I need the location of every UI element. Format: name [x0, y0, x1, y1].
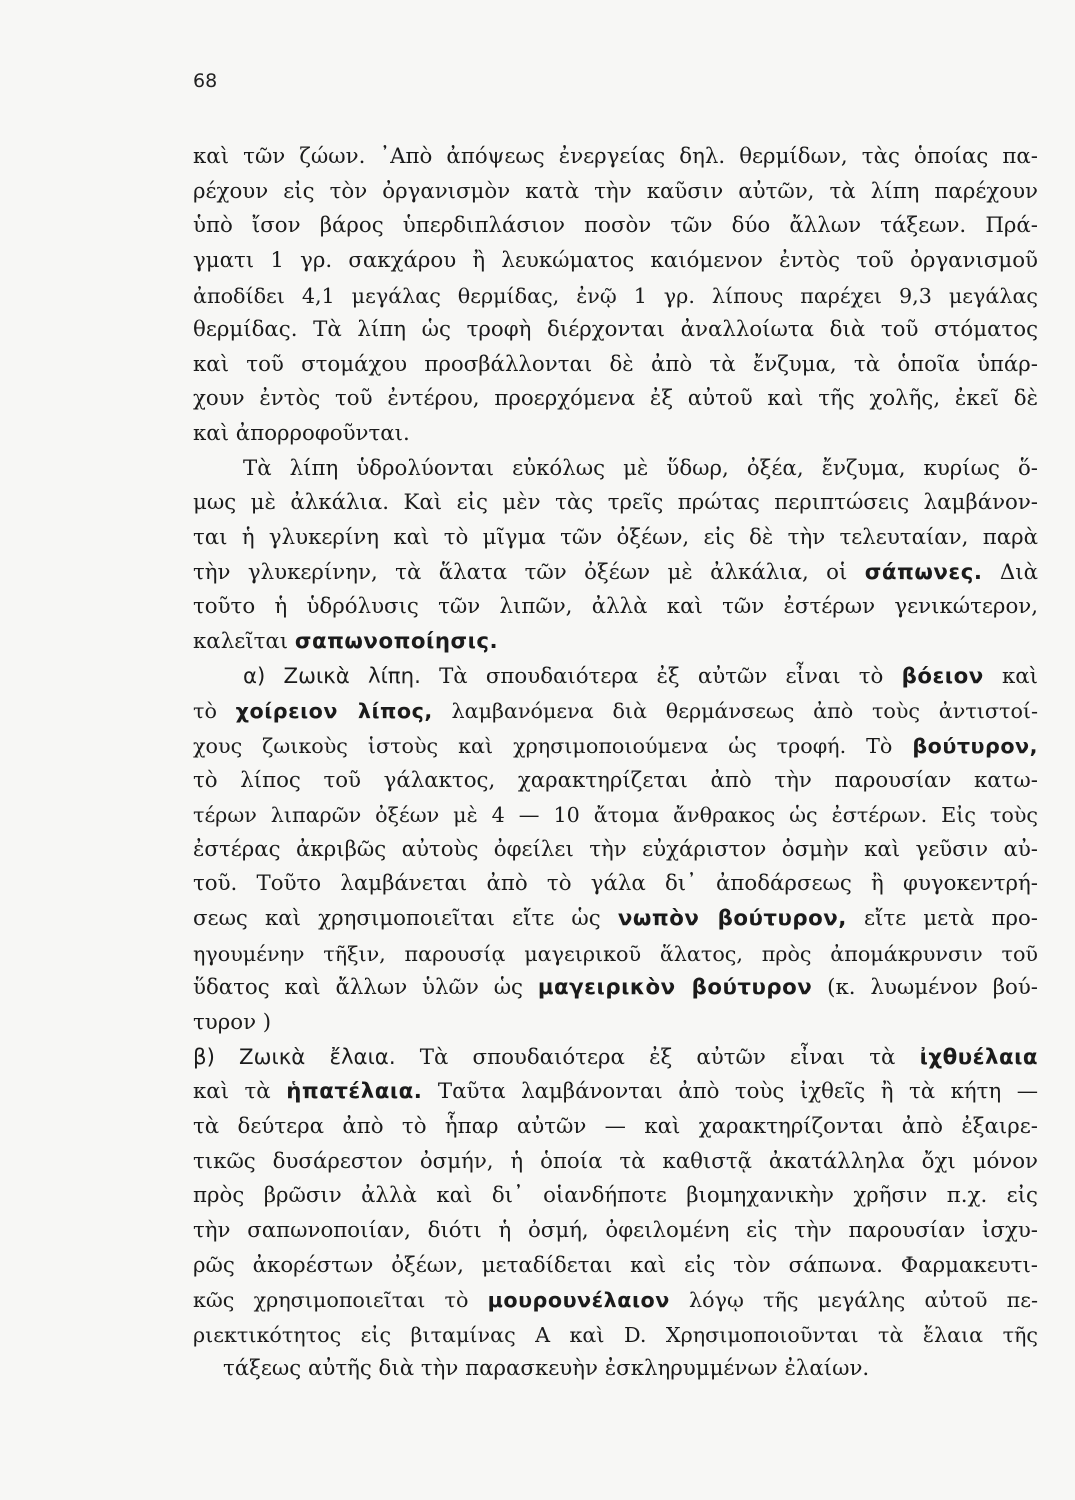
text-line: ρῶς ἀκορέστων ὀξέων, μεταδίδεται καὶ εἰς τὸν σάπωνα. Φαρμακευτι-: [193, 1252, 1038, 1278]
text-line: τὸ χοίρειον λίπος, λαμβανόμενα διὰ θερμάνσεως ἀπὸ τοὺς ἀντιστοί-: [193, 699, 1038, 724]
text-line: θερμίδας. Τὰ λίπη ὡς τροφὴ διέρχονται ἀναλλοίωτα διὰ τοῦ στόματος: [193, 317, 1038, 343]
text-line: ὕδατος καὶ ἄλλων ὑλῶν ὡς μαγειρικὸν βούτυρον (κ. λυωμένον βού-: [193, 975, 1038, 1001]
text-line: ὑπὸ ἴσον βάρος ὑπερδιπλάσιον ποσὸν τῶν δύο ἄλλων τάξεων. Πρά-: [193, 213, 1038, 239]
text-line: ἀποδίδει 4,1 μεγάλας θερμίδας, ἐνῷ 1 γρ. λίπους παρέχει 9,3 μεγάλας: [193, 283, 1038, 308]
term-bold: ἡπατέλαια.: [286, 1079, 423, 1105]
term-bold: ἰχθυέλαια: [919, 1044, 1038, 1070]
text-line: μως μὲ ἀλκάλια. Καὶ εἰς μὲν τὰς τρεῖς πρώτας περιπτώσεις λαμβάνον-: [193, 490, 1038, 516]
term-bold: χοίρειον λίπος,: [235, 699, 433, 724]
text-line: ται ἡ γλυκερίνη καὶ τὸ μῖγμα τῶν ὀξέων, εἰς δὲ τὴν τελευταίαν, παρὰ: [193, 525, 1038, 551]
text-line: καὶ τὰ ἡπατέλαια. Ταῦτα λαμβάνονται ἀπὸ τοὺς ἰχθεῖς ἢ τὰ κήτη —: [193, 1079, 1038, 1105]
term-bold: μαγειρικὸν βούτυρον: [537, 975, 813, 1001]
text-line: ριεκτικότητος εἰς βιταμίνας Α καὶ D. Χρησιμοποιοῦνται τὰ ἔλαια τῆς: [193, 1322, 1038, 1347]
term-bold: σάπωνες.: [864, 559, 983, 585]
text-line: καλεῖται σαπωνοποίησις.: [193, 628, 499, 654]
text-line: τὰ δεύτερα ἀπὸ τὸ ἧπαρ αὐτῶν — καὶ χαρακτηρίζονται ἀπὸ ἐξαιρε-: [193, 1113, 1038, 1139]
term-bold: βόειον: [901, 663, 984, 689]
section-heading: α) Ζωικὰ λίπη.: [243, 663, 421, 689]
text-line: β) Ζωικὰ ἔλαια. Τὰ σπουδαιότερα ἐξ αὐτῶν εἶναι τὰ ἰχθυέλαια: [193, 1044, 1038, 1070]
text-line: ρέχουν εἰς τὸν ὀργανισμὸν κατὰ τὴν καῦσιν αὐτῶν, τὰ λίπη παρέχουν: [193, 178, 1038, 204]
text-line: τὸ λίπος τοῦ γάλακτος, χαρακτηρίζεται ἀπὸ τὴν παρουσίαν κατω-: [193, 767, 1038, 793]
text-line: χους ζωικοὺς ἱστοὺς καὶ χρησιμοποιούμενα ὡς τροφή. Τὸ βούτυρον,: [193, 733, 1038, 758]
term-bold: βούτυρον,: [912, 733, 1038, 758]
text-line: πρὸς βρῶσιν ἀλλὰ καὶ δι᾿ οἱανδήποτε βιομηχανικὴν χρῆσιν π.χ. εἰς: [193, 1183, 1038, 1209]
text-line: α) Ζωικὰ λίπη. Τὰ σπουδαιότερα ἐξ αὐτῶν εἶναι τὸ βόειον καὶ: [243, 663, 1038, 689]
section-heading: β) Ζωικὰ ἔλαια.: [193, 1044, 396, 1070]
text-line: καὶ ἀπορροφοῦνται.: [193, 421, 410, 447]
text-line: τάξεως αὐτῆς διὰ τὴν παρασκευὴν ἐσκληρυμμένων ἐλαίων.: [223, 1356, 870, 1382]
text-line: καὶ τῶν ζώων. ᾿Απὸ ἀπόψεως ἐνεργείας δηλ. θερμίδων, τὰς ὁποίας πα-: [193, 144, 1038, 169]
text-line: καὶ τοῦ στομάχου προσβάλλονται δὲ ἀπὸ τὰ ἔνζυμα, τὰ ὁποῖα ὑπάρ-: [193, 351, 1038, 377]
term-bold: σαπωνοποίησις.: [294, 628, 499, 654]
text-line: τυρον ): [193, 1010, 272, 1036]
text-line: ηγουμένην τῆξιν, παρουσίᾳ μαγειρικοῦ ἅλατος, πρὸς ἀπομάκρυνσιν τοῦ: [193, 941, 1038, 966]
text-line: σεως καὶ χρησιμοποιεῖται εἴτε ὡς νωπὸν βούτυρον, εἴτε μετὰ προ-: [193, 906, 1038, 932]
term-bold: νωπὸν βούτυρον,: [617, 906, 847, 932]
page-number: 68: [193, 70, 218, 92]
text-line: ἐστέρας ἀκριβῶς αὐτοὺς ὀφείλει τὴν εὐχάριστον ὀσμὴν καὶ γεῦσιν αὐ-: [193, 836, 1038, 862]
term-bold: μουρουνέλαιον: [487, 1288, 670, 1313]
text-line: χουν ἐντὸς τοῦ ἐντέρου, προερχόμενα ἐξ αὐτοῦ καὶ τῆς χολῆς, ἐκεῖ δὲ: [193, 386, 1038, 412]
text-line: κῶς χρησιμοποιεῖται τὸ μουρουνέλαιον λόγῳ τῆς μεγάλης αὐτοῦ πε-: [193, 1288, 1038, 1313]
text-line: τοῦτο ἡ ὑδρόλυσις τῶν λιπῶν, ἀλλὰ καὶ τῶν ἐστέρων γενικώτερον,: [193, 594, 1038, 620]
text-line: γματι 1 γρ. σακχάρου ἢ λευκώματος καιόμενον ἐντὸς τοῦ ὀργανισμοῦ: [193, 247, 1038, 273]
text-line: τὴν γλυκερίνην, τὰ ἅλατα τῶν ὀξέων μὲ ἀλκάλια, οἱ σάπωνες. Διὰ: [193, 559, 1038, 585]
text-line: τέρων λιπαρῶν ὀξέων μὲ 4 — 10 ἄτομα ἄνθρακος ὡς ἐστέρων. Εἰς τοὺς: [193, 803, 1038, 828]
text-line: Τὰ λίπη ὑδρολύονται εὐκόλως μὲ ὕδωρ, ὀξέα, ἔνζυμα, κυρίως ὅ-: [243, 455, 1038, 481]
text-line: τοῦ. Τοῦτο λαμβάνεται ἀπὸ τὸ γάλα δι᾿ ἀποδάρσεως ἢ φυγοκεντρή-: [193, 871, 1038, 897]
text-line: τικῶς δυσάρεστον ὀσμήν, ἡ ὁποία τὰ καθιστᾷ ἀκατάλληλα ὄχι μόνον: [193, 1148, 1038, 1174]
text-line: τὴν σαπωνοποιίαν, διότι ἡ ὀσμή, ὀφειλομένη εἰς τὴν παρουσίαν ἰσχυ-: [193, 1217, 1038, 1243]
text-body: [193, 140, 1038, 1387]
